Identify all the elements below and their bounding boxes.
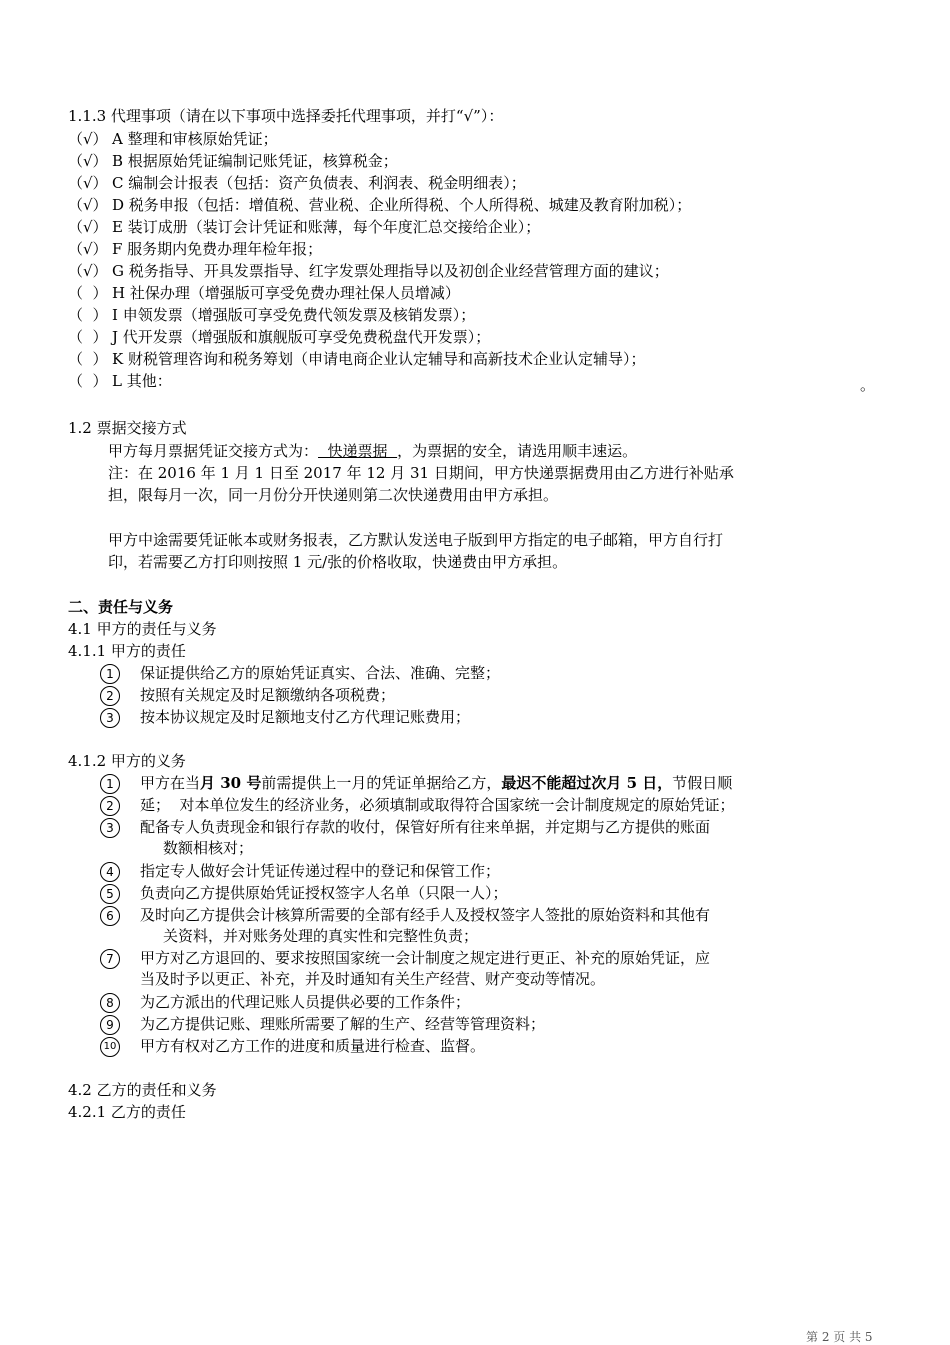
agency-item bbox=[68, 283, 460, 304]
agency-item-text: G 税务指导、开具发票指导、红字发票处理指导以及初创企业经营管理方面的建议； bbox=[112, 262, 669, 280]
agency-item-text: B 根据原始凭证编制记账凭证，核算税金； bbox=[112, 152, 398, 170]
circled-number-icon: 3 bbox=[100, 708, 120, 728]
agency-item bbox=[68, 349, 645, 370]
agency-item-checkmark: （√） bbox=[68, 152, 108, 170]
heading-4-2: 4.2 乙方的责任和义务 bbox=[68, 1081, 217, 1099]
circled-number-icon: 6 bbox=[100, 906, 120, 926]
responsibility-item: 按照有关规定及时足额缴纳各项税费； bbox=[140, 686, 396, 704]
duty-4: 指定专人做好会计凭证传递过程中的登记和保管工作； bbox=[140, 862, 501, 880]
circled-number-icon: 8 bbox=[100, 993, 120, 1013]
circled-number-icon: 9 bbox=[100, 1015, 120, 1035]
agency-item-checkmark: （√） bbox=[68, 262, 108, 280]
heading-4-1-1: 4.1.1 甲方的责任 bbox=[68, 642, 186, 660]
agency-item bbox=[68, 195, 691, 216]
agency-item-checkmark: （√） bbox=[68, 218, 108, 236]
agency-item-text: A 整理和审核原始凭证； bbox=[112, 130, 278, 148]
circled-number-icon: 7 bbox=[100, 949, 120, 969]
agency-item-text: H 社保办理（增强版可享受免费办理社保人员增减） bbox=[112, 284, 460, 302]
section-heading-1-1-3: 1.1.3 代理事项（请在以下事项中选择委托代理事项，并打“√”）： bbox=[68, 107, 504, 125]
agency-item-text: I 申领发票（增强版可享受免费代领发票及核销发票）； bbox=[112, 306, 476, 324]
duty-5: 负责向乙方提供原始凭证授权签字人名单（只限一人）； bbox=[140, 884, 508, 902]
agency-item-text: D 税务申报（包括：增值税、营业税、企业所得税、个人所得税、城建及教育附加税）； bbox=[112, 196, 692, 214]
agency-item-checkmark: （√） bbox=[68, 174, 108, 192]
circled-number-icon: 1 bbox=[100, 774, 120, 794]
circled-number-icon: 2 bbox=[100, 796, 120, 816]
delivery-suffix: ，为票据的安全，请选用顺丰速运。 bbox=[397, 442, 638, 460]
duty-1-c: 前需提供上一月的凭证单据给乙方， bbox=[261, 774, 502, 792]
circled-number-icon: 5 bbox=[100, 884, 120, 904]
duty-2: 延； 对本单位发生的经济业务，必须填制或取得符合国家统一会计制度规定的原始凭证； bbox=[140, 796, 735, 814]
duty-10: 甲方有权对乙方工作的进度和质量进行检查、监督。 bbox=[140, 1037, 486, 1055]
page-footer: 第 2 页 共 5 bbox=[806, 1330, 873, 1344]
duty-1-deadline: 月 30 号 bbox=[200, 774, 262, 792]
circled-number-icon: 2 bbox=[100, 686, 120, 706]
agency-item-text: K 财税管理咨询和税务筹划（申请电商企业认定辅导和高新技术企业认定辅导）； bbox=[112, 350, 646, 368]
agency-item bbox=[68, 371, 172, 392]
duty-7-line-1: 甲方对乙方退回的、要求按照国家统一会计制度之规定进行更正、补充的原始凭证，应 bbox=[140, 949, 711, 967]
para-line-2: 印，若需要乙方打印则按照 1 元/张的价格收取，快递费由甲方承担。 bbox=[108, 553, 568, 571]
agency-item-text: C 编制会计报表（包括：资产负债表、利润表、税金明细表）； bbox=[112, 174, 526, 192]
duty-8: 为乙方派出的代理记账人员提供必要的工作条件； bbox=[140, 993, 471, 1011]
duty-9: 为乙方提供记账、理账所需要了解的生产、经营等管理资料； bbox=[140, 1015, 546, 1033]
section-heading-1-2: 1.2 票据交接方式 bbox=[68, 419, 187, 437]
agency-item-checkmark: （ ） bbox=[68, 284, 108, 302]
responsibility-item: 保证提供给乙方的原始凭证真实、合法、准确、完整； bbox=[140, 664, 501, 682]
circled-number-icon: 3 bbox=[100, 818, 120, 838]
agency-item-checkmark: （√） bbox=[68, 196, 108, 214]
agency-item-checkmark: （√） bbox=[68, 130, 108, 148]
duty-6-line-2: 关资料，并对账务处理的真实性和完整性负责； bbox=[163, 927, 479, 945]
agency-item bbox=[68, 173, 526, 194]
duty-1-e: 节假日顺 bbox=[672, 774, 733, 792]
responsibility-item: 按本协议规定及时足额地支付乙方代理记账费用； bbox=[140, 708, 471, 726]
delivery-method-line bbox=[108, 441, 637, 462]
duty-1 bbox=[140, 773, 732, 794]
duty-1-a: 甲方在当 bbox=[140, 774, 201, 792]
trailing-mark: 。 bbox=[860, 376, 876, 394]
agency-item bbox=[68, 239, 322, 260]
agency-item bbox=[68, 129, 278, 150]
note-line-2: 担，限每月一次，同一月份分开快递则第二次快递费用由甲方承担。 bbox=[108, 486, 559, 504]
heading-4-2-1: 4.2.1 乙方的责任 bbox=[68, 1103, 186, 1121]
circled-number-icon: 4 bbox=[100, 862, 120, 882]
agency-item-checkmark: （ ） bbox=[68, 350, 108, 368]
duty-3-line-1: 配备专人负责现金和银行存款的收付，保管好所有往来单据，并定期与乙方提供的账面 bbox=[140, 818, 711, 836]
agency-item-text: J 代开发票（增强版和旗舰版可享受免费税盘代开发票）； bbox=[112, 328, 491, 346]
agency-item-text: F 服务期内免费办理年检年报； bbox=[112, 240, 323, 258]
duty-1-latest: 最迟不能超过次月 5 日， bbox=[501, 774, 673, 792]
note-line-1: 注：在 2016 年 1 月 1 日至 2017 年 12 月 31 日期间，甲方快递票据费用由乙方进行补贴承 bbox=[108, 464, 734, 482]
heading-4-1-2: 4.1.2 甲方的义务 bbox=[68, 752, 186, 770]
delivery-method-value: 快递票据 bbox=[318, 442, 398, 460]
circled-number-icon: 1 bbox=[100, 664, 120, 684]
duty-7-line-2: 当及时予以更正、补充，并及时通知有关生产经营、财产变动等情况。 bbox=[140, 970, 606, 988]
agency-item-checkmark: （ ） bbox=[68, 306, 108, 324]
agency-item bbox=[68, 305, 475, 326]
heading-4-1: 4.1 甲方的责任与义务 bbox=[68, 620, 217, 638]
duty-3-line-2: 数额相核对； bbox=[163, 839, 254, 857]
agency-item bbox=[68, 151, 398, 172]
circled-number-icon: 10 bbox=[100, 1037, 120, 1057]
agency-item-text: E 装订成册（装订会计凭证和账薄，每个年度汇总交接给企业）； bbox=[112, 218, 541, 236]
agency-item-checkmark: （ ） bbox=[68, 372, 108, 390]
section-heading-2: 二、责任与义务 bbox=[68, 598, 174, 616]
duty-6-line-1: 及时向乙方提供会计核算所需要的全部有经手人及授权签字人签批的原始资料和其他有 bbox=[140, 906, 711, 924]
delivery-prefix: 甲方每月票据凭证交接方式为： bbox=[108, 442, 319, 460]
para-line-1: 甲方中途需要凭证帐本或财务报表，乙方默认发送电子版到甲方指定的电子邮箱，甲方自行打 bbox=[108, 531, 724, 549]
agency-item bbox=[68, 261, 669, 282]
agency-item-checkmark: （√） bbox=[68, 240, 108, 258]
agency-item-text: L 其他： bbox=[112, 372, 172, 390]
agency-item bbox=[68, 327, 490, 348]
agency-item-checkmark: （ ） bbox=[68, 328, 108, 346]
agency-item bbox=[68, 217, 540, 238]
